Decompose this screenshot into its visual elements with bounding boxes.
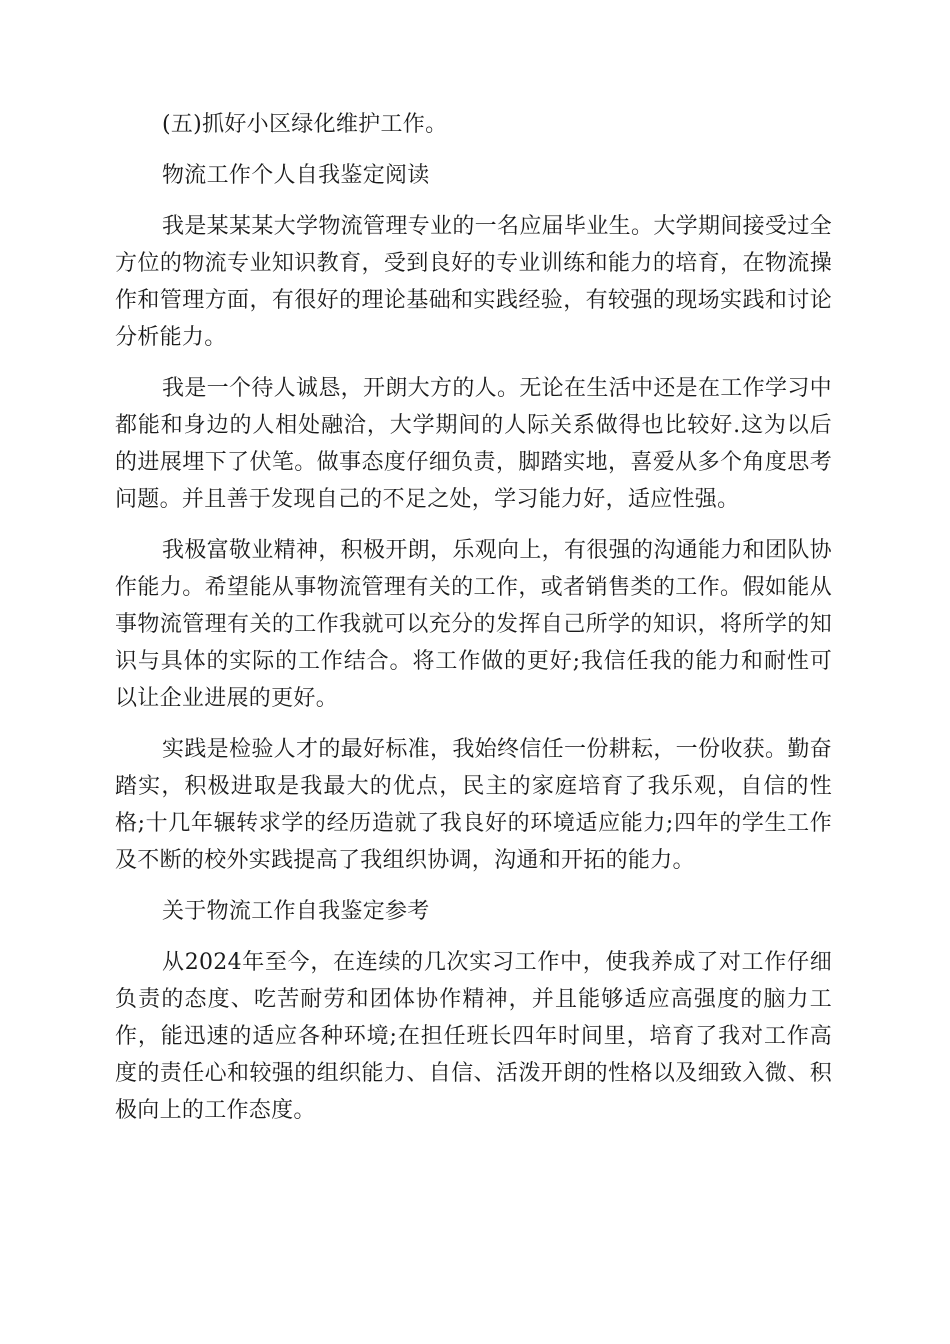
paragraph-practice: 实践是检验人才的最好标准，我始终信任一份耕耘，一份收获。勤奋踏实，积极进取是我最大的优点，民主的家庭培育了我乐观，自信的性格;十几年辗转求学的经历造就了我良好的环境适应能力;四年的学生工作及不断的校外实践提高了我组织协调，沟通和开拓的能力。 (115, 737, 832, 873)
section-title-self-assessment-reference: 关于物流工作自我鉴定参考 (162, 899, 430, 924)
paragraph-introduction: 我是某某某大学物流管理专业的一名应届毕业生。大学期间接受过全方位的物流专业知识教育，受到良好的专业训练和能力的培育，在物流操作和管理方面，有很好的理论基础和实践经验，有较强的现场实践和讨论分析能力。 (115, 214, 832, 350)
section-item-greening: (五)抓好小区绿化维护工作。 (162, 112, 448, 137)
section-title-self-assessment-reading: 物流工作个人自我鉴定阅读 (162, 163, 430, 188)
paragraph-internship: 从2024年至今，在连续的几次实习工作中，使我养成了对工作仔细负责的态度、吃苦耐劳和团体协作精神，并且能够适应高强度的脑力工作，能迅速的适应各种环境;在担任班长四年时间里，培育了我对工作高度的责任心和较强的组织能力、自信、活泼开朗的性格以及细致入微、积极向上的工作态度。 (115, 950, 832, 1123)
paragraph-dedication: 我极富敬业精神，积极开朗，乐观向上，有很强的沟通能力和团队协作能力。希望能从事物流管理有关的工作，或者销售类的工作。假如能从事物流管理有关的工作我就可以充分的发挥自己所学的知识，将所学的知识与具体的实际的工作结合。将工作做的更好;我信任我的能力和耐性可以让企业进展的更好。 (115, 538, 832, 711)
paragraph-personality: 我是一个待人诚恳，开朗大方的人。无论在生活中还是在工作学习中都能和身边的人相处融洽，大学期间的人际关系做得也比较好.这为以后的进展埋下了伏笔。做事态度仔细负责，脚踏实地，喜爱从多个角度思考问题。并且善于发现自己的不足之处，学习能力好，适应性强。 (115, 376, 832, 512)
